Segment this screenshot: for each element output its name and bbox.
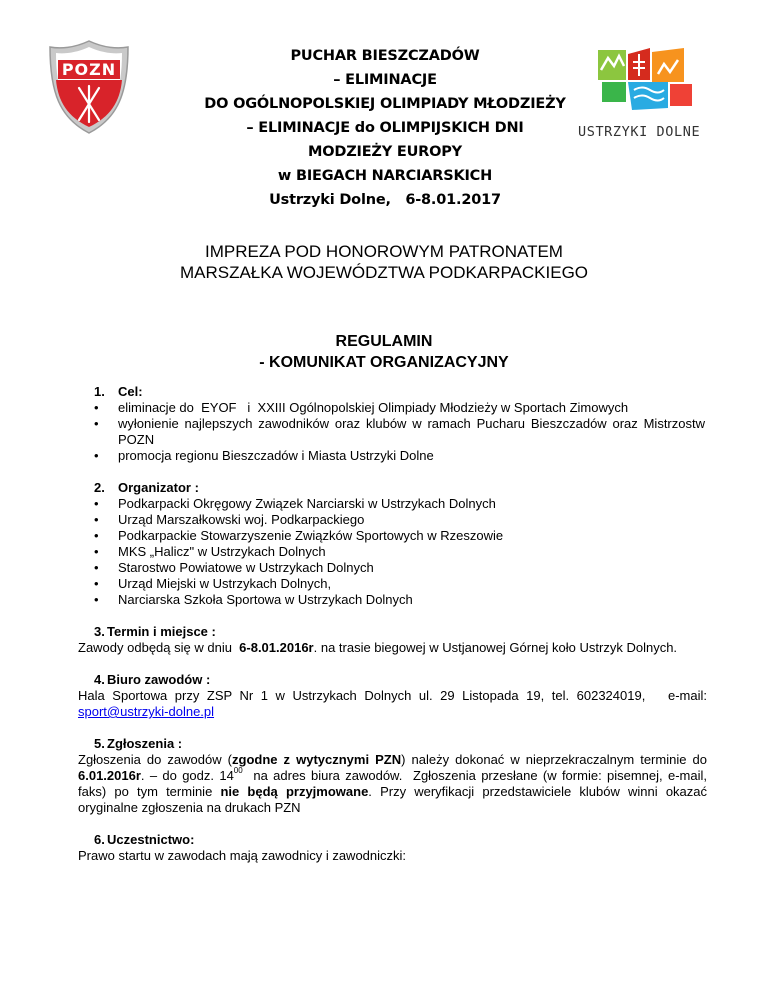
- section-text: [78, 640, 707, 656]
- title-line: w BIEGACH NARCIARSKICH: [277, 168, 493, 184]
- section-heading: [91, 384, 711, 400]
- section-text: Prawo startu w zawodach mają zawodnicy i zawodniczki:: [78, 848, 407, 863]
- text-bold: zgodne z wytycznymi PZN: [232, 752, 402, 767]
- list-item: • Narciarska Szkoła Sportowa w Ustrzykach Dolnych: [91, 592, 711, 608]
- bullet-list: [91, 496, 711, 608]
- time-superscript: 00: [233, 766, 243, 775]
- section-number: 4.: [94, 672, 105, 687]
- list-item: • Podkarpacki Okręgowy Związek Narciarski w Ustrzykach Dolnych: [91, 496, 711, 512]
- section-title: Zgłoszenia :: [107, 736, 183, 751]
- patronage-line: IMPREZA POD HONOROWYM PATRONATEM: [205, 242, 563, 261]
- text-part: Zgłoszenia do zawodów (: [78, 752, 233, 767]
- list-item: • eliminacje do EYOF i XXIII Ogólnopolskiej Olimpiady Młodzieży w Sportach Zimowych: [91, 400, 711, 416]
- section-zgloszenia: [78, 736, 711, 816]
- section-termin: [78, 624, 707, 656]
- regulations-heading: [100, 331, 668, 373]
- section-text: Hala Sportowa przy ZSP Nr 1 w Ustrzykach Dolnych ul. 29 Listopada 19, tel. 602324019, e-mail:: [78, 688, 707, 703]
- text-part: . – do godz. 14: [140, 768, 234, 783]
- list-item: • Podkarpackie Stowarzyszenie Związków Sportowych w Rzeszowie: [91, 528, 711, 544]
- termin-date: 6-8.01.2016r: [239, 640, 314, 655]
- termin-text: Zawody odbędą się w dniu: [78, 640, 240, 655]
- regulations-line: - KOMUNIKAT ORGANIZACYJNY: [259, 354, 509, 371]
- section-heading: [78, 672, 707, 688]
- text-part: . Przy weryfikacji przedstawiciele klubów winni okazać oryginalne zgłoszenia na drukach PZN: [78, 784, 711, 815]
- list-item: • Starostwo Powiatowe w Ustrzykach Dolnych: [91, 560, 711, 576]
- document-body: [78, 384, 711, 864]
- section-number: 2.: [94, 480, 105, 495]
- bullet-list: [91, 400, 711, 464]
- section-heading: [78, 624, 707, 640]
- section-heading: [78, 832, 707, 848]
- text-part: ) należy dokonać w nieprzekraczalnym terminie do: [401, 752, 711, 767]
- email-link[interactable]: sport@ustrzyki-dolne.pl: [78, 704, 215, 719]
- section-biuro: [78, 672, 707, 720]
- section-number: 6.: [94, 832, 105, 847]
- title-line: – ELIMINACJE do OLIMPIJSKICH DNI: [246, 120, 524, 136]
- section-number: 5.: [94, 736, 105, 751]
- title-line: Ustrzyki Dolne, 6-8.01.2017: [269, 192, 501, 208]
- list-item: • MKS „Halicz" w Ustrzykach Dolnych: [91, 544, 711, 560]
- list-item: • promocja regionu Bieszczadów i Miasta Ustrzyki Dolne: [91, 448, 711, 464]
- section-number: 3.: [94, 624, 105, 639]
- event-title: [150, 44, 620, 212]
- pozn-logo: [46, 38, 132, 136]
- section-organizator: [91, 480, 711, 608]
- text-part: na adres biura zawodów. Zgłoszenia przesłane (w formie: pisemnej, e-mail, faks) po tym terminie: [78, 768, 711, 799]
- section-number: 1.: [94, 384, 105, 399]
- list-item: • Urząd Marszałkowski woj. Podkarpackiego: [91, 512, 711, 528]
- section-cel: [91, 384, 711, 464]
- section-title: Cel:: [118, 384, 143, 399]
- section-heading: [91, 480, 711, 496]
- section-text: [78, 752, 711, 816]
- pozn-logo-text: POZN: [61, 60, 117, 79]
- section-title: Biuro zawodów :: [107, 672, 211, 687]
- section-uczestnictwo: [78, 832, 707, 864]
- ustrzyki-dolne-logo-text: USTRZYKI DOLNE: [578, 124, 701, 140]
- section-title: Organizator :: [118, 480, 199, 495]
- termin-place: . na trasie biegowej w Ustjanowej Górnej koło Ustrzyk Dolnych.: [313, 640, 678, 655]
- section-title: Uczestnictwo:: [107, 832, 195, 847]
- title-line: MODZIEŻY EUROPY: [308, 144, 462, 160]
- regulations-line: REGULAMIN: [335, 333, 433, 350]
- section-heading: [78, 736, 707, 752]
- section-title: Termin i miejsce :: [107, 624, 216, 639]
- deadline-date: 6.01.2016r: [78, 768, 141, 783]
- patronage-heading: [100, 241, 668, 283]
- title-line: PUCHAR BIESZCZADÓW: [290, 48, 480, 64]
- list-item: • wyłonienie najlepszych zawodników oraz klubów w ramach Pucharu Bieszczadów oraz Mistrzostw POZN: [91, 416, 711, 448]
- title-line: – ELIMINACJE: [333, 72, 437, 88]
- title-line: DO OGÓLNOPOLSKIEJ OLIMPIADY MŁODZIEŻY: [204, 96, 566, 112]
- list-item: • Urząd Miejski w Ustrzykach Dolnych,: [91, 576, 711, 592]
- patronage-line: MARSZAŁKA WOJEWÓDZTWA PODKARPACKIEGO: [179, 263, 589, 282]
- text-bold: nie będą przyjmowane: [220, 784, 369, 799]
